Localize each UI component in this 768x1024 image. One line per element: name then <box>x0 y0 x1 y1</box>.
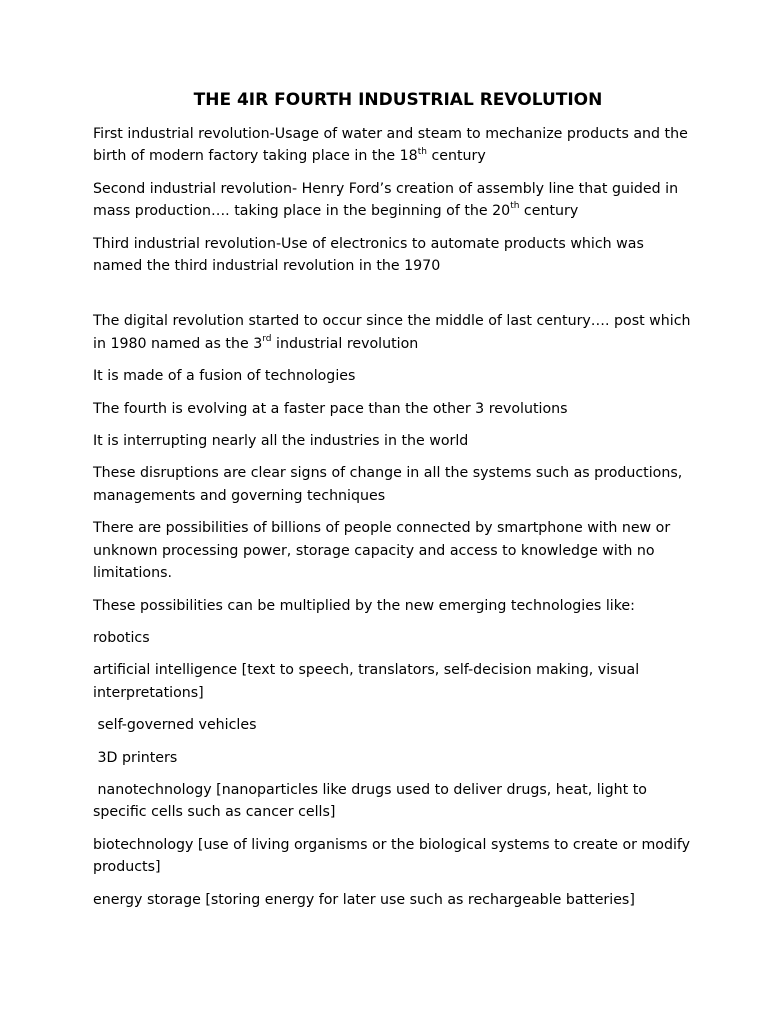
list-item-nanotechnology: nanotechnology [nanoparticles like drugs used to deliver drugs, heat, light to specific cells such as cancer cells] <box>93 781 652 821</box>
paragraph-interrupting: It is interrupting nearly all the industries in the world <box>93 433 469 450</box>
paragraph-second-revolution: Second industrial revolution- Henry Ford’s creation of assembly line that guided in mass production…. taking place in the beginning of the 20th century <box>93 180 679 220</box>
list-item-self-governed-vehicles: self-governed vehicles <box>93 717 257 734</box>
list-item-robotics: robotics <box>93 629 150 646</box>
paragraph-disruptions: These disruptions are clear signs of change in all the systems such as productions, managements and governing techniques <box>93 465 683 504</box>
list-item-biotechnology: biotechnology [use of living organisms or the biological systems to create or modify products] <box>93 836 691 876</box>
list-item-energy-storage: energy storage [storing energy for later use such as rechargeable batteries] <box>93 891 635 908</box>
paragraph-emerging-technologies: These possibilities can be multiplied by the new emerging technologies like: <box>93 597 635 614</box>
document-title: THE 4IR FOURTH INDUSTRIAL REVOLUTION <box>193 90 603 110</box>
paragraph-first-revolution: First industrial revolution-Usage of water and steam to mechanize products and the birth of modern factory taking place in the 18th century <box>93 126 688 165</box>
paragraph-possibilities: There are possibilities of billions of people connected by smartphone with new or unknown processing power, storage capacity and access to knowledge with no limitations. <box>93 520 671 582</box>
paragraph-faster-pace: The fourth is evolving at a faster pace than the other 3 revolutions <box>93 400 568 417</box>
list-item-artificial-intelligence: artificial intelligence [text to speech, translators, self-decision making, visual interpretations] <box>93 662 640 701</box>
paragraph-digital-revolution: The digital revolution started to occur since the middle of last century…. post which in 1980 named as the 3rd industrial revolution <box>93 313 691 352</box>
document-page <box>93 88 693 921</box>
list-item-3d-printers: 3D printers <box>93 749 178 766</box>
paragraph-third-revolution: Third industrial revolution-Use of electronics to automate products which was named the third industrial revolution in the 1970 <box>93 235 644 275</box>
paragraph-fusion: It is made of a fusion of technologies <box>93 368 356 385</box>
blank-line <box>93 287 693 310</box>
